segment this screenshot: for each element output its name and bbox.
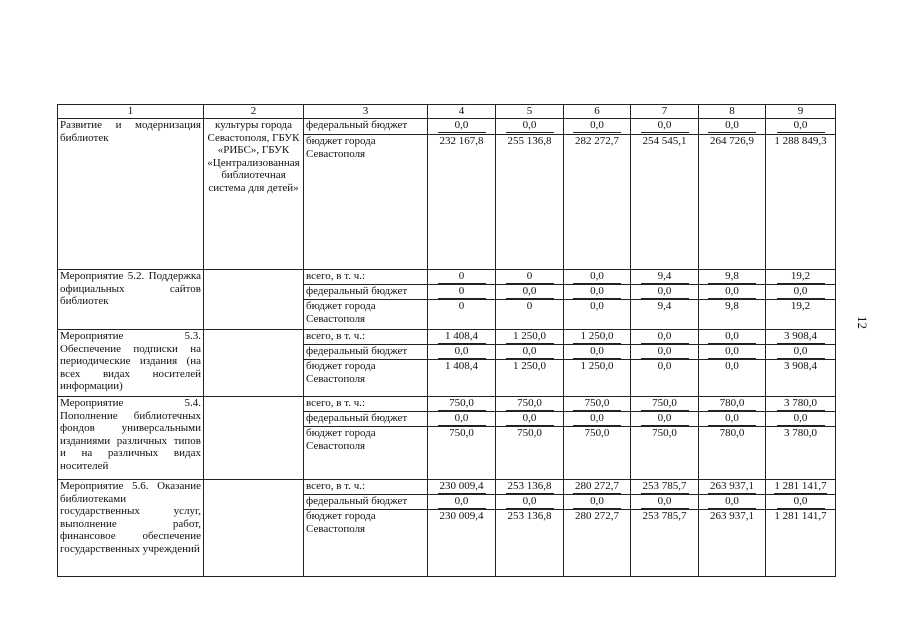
value-text: 750,0 xyxy=(438,397,486,411)
value-text: 0,0 xyxy=(708,345,756,359)
value-text: 0,0 xyxy=(708,330,756,344)
value-text: 3 908,4 xyxy=(784,360,817,372)
value-text: 750,0 xyxy=(573,397,621,411)
value-cell xyxy=(496,427,564,480)
value-cell xyxy=(428,495,496,510)
value-text: 0 xyxy=(506,270,554,284)
value-cell xyxy=(699,300,766,330)
value-cell xyxy=(631,285,699,300)
value-text: 0,0 xyxy=(641,412,689,426)
value-text: 255 136,8 xyxy=(507,135,552,147)
value-text: 1 281 141,7 xyxy=(774,510,827,522)
value-cell xyxy=(564,285,631,300)
budget-table xyxy=(57,104,836,577)
value-cell xyxy=(766,135,836,270)
value-text: 1 408,4 xyxy=(445,360,478,372)
value-text: 9,4 xyxy=(657,300,672,312)
value-text: 0,0 xyxy=(573,285,621,299)
value-cell xyxy=(496,270,564,285)
value-cell xyxy=(564,119,631,135)
value-text: 3 780,0 xyxy=(777,397,825,411)
value-cell xyxy=(564,270,631,285)
value-cell xyxy=(699,510,766,577)
value-cell xyxy=(699,360,766,397)
funding-source: бюджет города Севастополя xyxy=(304,510,428,577)
funding-source: всего, в т. ч.: xyxy=(304,330,428,345)
value-text: 0,0 xyxy=(708,495,756,509)
funding-source: федеральный бюджет xyxy=(304,412,428,427)
value-cell xyxy=(428,135,496,270)
value-text: 253 785,7 xyxy=(642,480,687,492)
value-cell xyxy=(564,135,631,270)
value-cell xyxy=(496,330,564,345)
value-text: 0,0 xyxy=(506,119,554,133)
value-text: 0,0 xyxy=(641,345,689,359)
value-text: 3 780,0 xyxy=(784,427,817,439)
value-text: 0,0 xyxy=(641,119,689,133)
value-text: 0,0 xyxy=(657,360,672,372)
funding-source: бюджет города Севастополя xyxy=(304,300,428,330)
value-cell xyxy=(766,360,836,397)
value-cell xyxy=(766,397,836,412)
value-text: 0,0 xyxy=(777,412,825,426)
value-cell xyxy=(564,510,631,577)
value-cell xyxy=(699,412,766,427)
value-cell xyxy=(699,480,766,495)
value-text: 253 785,7 xyxy=(642,510,687,522)
value-text: 1 250,0 xyxy=(506,330,554,344)
measure-title: Мероприятие 5.4. Пополнение библиотечных фондов универсальными изданиями различных типов и на различных видах носителей xyxy=(58,397,204,480)
value-cell xyxy=(699,285,766,300)
value-cell xyxy=(631,495,699,510)
value-cell xyxy=(564,360,631,397)
value-text: 0,0 xyxy=(641,495,689,509)
value-cell xyxy=(428,285,496,300)
header-cell: 1 xyxy=(58,105,204,119)
value-cell xyxy=(428,119,496,135)
value-text: 282 272,7 xyxy=(575,135,619,147)
value-cell xyxy=(496,285,564,300)
value-text: 1 250,0 xyxy=(573,330,621,344)
value-cell xyxy=(496,495,564,510)
value-text: 750,0 xyxy=(584,427,610,439)
measure-title: Развитие и модернизация библиотек xyxy=(58,119,204,270)
funding-source: бюджет города Севастополя xyxy=(304,427,428,480)
value-cell xyxy=(766,330,836,345)
header-cell: 5 xyxy=(496,105,564,119)
value-text: 9,8 xyxy=(708,270,756,284)
value-text: 0 xyxy=(438,270,486,284)
page-number: 12 xyxy=(855,316,870,329)
value-text: 750,0 xyxy=(506,397,554,411)
table-row xyxy=(58,270,836,285)
value-cell xyxy=(766,345,836,360)
value-cell xyxy=(631,345,699,360)
value-cell xyxy=(496,397,564,412)
value-cell xyxy=(766,480,836,495)
value-cell xyxy=(428,300,496,330)
value-text: 0,0 xyxy=(438,345,486,359)
funding-source: федеральный бюджет xyxy=(304,285,428,300)
value-text: 0,0 xyxy=(777,495,825,509)
value-cell xyxy=(428,330,496,345)
value-text: 1 250,0 xyxy=(580,360,614,372)
value-text: 263 937,1 xyxy=(710,510,754,522)
measure-title: Мероприятие 5.3. Обеспечение подписки на периодические издания (на всех видах носителей информации) xyxy=(58,330,204,397)
value-text: 0,0 xyxy=(438,412,486,426)
value-text: 1 250,0 xyxy=(513,360,546,372)
value-text: 0,0 xyxy=(777,119,825,133)
value-cell xyxy=(699,330,766,345)
value-cell xyxy=(428,345,496,360)
value-cell xyxy=(631,510,699,577)
value-cell xyxy=(766,119,836,135)
value-cell xyxy=(564,495,631,510)
value-text: 0,0 xyxy=(725,360,739,372)
value-cell xyxy=(766,427,836,480)
value-text: 232 167,8 xyxy=(439,135,484,147)
value-text: 254 545,1 xyxy=(642,135,687,147)
value-cell xyxy=(631,119,699,135)
header-cell: 2 xyxy=(204,105,304,119)
value-cell xyxy=(631,300,699,330)
value-text: 280 272,7 xyxy=(575,510,619,522)
value-text: 0,0 xyxy=(708,285,756,299)
value-text: 0,0 xyxy=(573,495,621,509)
value-text: 0,0 xyxy=(573,345,621,359)
value-text: 0,0 xyxy=(777,285,825,299)
value-text: 780,0 xyxy=(708,397,756,411)
value-text: 0,0 xyxy=(590,300,604,312)
value-text: 1 288 849,3 xyxy=(774,135,827,147)
value-cell xyxy=(699,135,766,270)
value-cell xyxy=(766,412,836,427)
value-text: 0,0 xyxy=(438,495,486,509)
header-cell: 9 xyxy=(766,105,836,119)
value-cell xyxy=(496,119,564,135)
funding-source: всего, в т. ч.: xyxy=(304,397,428,412)
value-text: 0,0 xyxy=(438,119,486,133)
funding-source: федеральный бюджет xyxy=(304,345,428,360)
value-text: 9,8 xyxy=(725,300,739,312)
funding-source: бюджет города Севастополя xyxy=(304,360,428,397)
value-text: 0 xyxy=(526,300,533,312)
header-cell: 3 xyxy=(304,105,428,119)
value-text: 9,4 xyxy=(641,270,689,284)
value-cell xyxy=(699,345,766,360)
measure-title: Мероприятие 5.2. Поддержка официальных сайтов библиотек xyxy=(58,270,204,330)
value-cell xyxy=(496,345,564,360)
value-cell xyxy=(631,330,699,345)
funding-source: федеральный бюджет xyxy=(304,495,428,510)
header-row xyxy=(58,105,836,119)
executor-cell xyxy=(204,330,304,397)
value-text: 230 009,4 xyxy=(439,510,484,522)
executor-cell xyxy=(204,270,304,330)
value-text: 0,0 xyxy=(573,412,621,426)
value-text: 0,0 xyxy=(708,412,756,426)
value-cell xyxy=(428,270,496,285)
value-cell xyxy=(699,427,766,480)
value-cell xyxy=(428,360,496,397)
funding-source: всего, в т. ч.: xyxy=(304,270,428,285)
value-text: 253 136,8 xyxy=(507,510,552,522)
value-cell xyxy=(564,427,631,480)
value-text: 0,0 xyxy=(506,285,554,299)
value-text: 750,0 xyxy=(641,397,689,411)
value-cell xyxy=(428,412,496,427)
value-cell xyxy=(564,345,631,360)
value-cell xyxy=(496,135,564,270)
value-cell xyxy=(766,270,836,285)
value-text: 19,2 xyxy=(790,300,811,312)
funding-source: федеральный бюджет xyxy=(304,119,428,135)
value-cell xyxy=(631,270,699,285)
value-cell xyxy=(766,300,836,330)
value-text: 0,0 xyxy=(641,285,689,299)
value-text: 253 136,8 xyxy=(507,480,552,492)
value-cell xyxy=(631,480,699,495)
value-cell xyxy=(766,495,836,510)
value-cell xyxy=(631,427,699,480)
header-cell: 7 xyxy=(631,105,699,119)
value-cell xyxy=(631,135,699,270)
value-cell xyxy=(699,397,766,412)
header-cell: 6 xyxy=(564,105,631,119)
executor-cell: культуры города Севастополя, ГБУК «РИБС», ГБУК «Централизованная библиотечная система для детей» xyxy=(204,119,304,270)
measure-title: Мероприятие 5.6. Оказание библиотеками государственных услуг, выполнение работ, финансовое обеспечение государственных учреждений xyxy=(58,480,204,577)
value-cell xyxy=(564,397,631,412)
value-text: 0,0 xyxy=(573,119,621,133)
value-cell xyxy=(699,495,766,510)
value-text: 750,0 xyxy=(517,427,542,439)
table-row xyxy=(58,119,836,135)
value-text: 264 726,9 xyxy=(710,135,754,147)
value-text: 0,0 xyxy=(506,345,554,359)
value-text: 280 272,7 xyxy=(575,480,619,492)
value-cell xyxy=(631,412,699,427)
executor-cell xyxy=(204,480,304,577)
value-text: 19,2 xyxy=(777,270,825,284)
table-row xyxy=(58,480,836,495)
value-text: 0,0 xyxy=(573,270,621,284)
value-text: 0,0 xyxy=(506,412,554,426)
header-cell: 8 xyxy=(699,105,766,119)
value-cell xyxy=(496,360,564,397)
value-text: 750,0 xyxy=(652,427,677,439)
value-text: 0,0 xyxy=(777,345,825,359)
table-row xyxy=(58,330,836,345)
value-text: 1 281 141,7 xyxy=(774,480,827,492)
value-text: 0 xyxy=(438,285,486,299)
value-cell xyxy=(564,330,631,345)
value-cell xyxy=(631,360,699,397)
funding-source: бюджет города Севастополя xyxy=(304,135,428,270)
value-cell xyxy=(428,510,496,577)
table-row xyxy=(58,397,836,412)
value-cell xyxy=(631,397,699,412)
value-text: 3 908,4 xyxy=(777,330,825,344)
value-cell xyxy=(428,480,496,495)
value-text: 1 408,4 xyxy=(438,330,486,344)
value-text: 230 009,4 xyxy=(439,480,484,492)
value-cell xyxy=(699,270,766,285)
value-cell xyxy=(564,300,631,330)
value-text: 0,0 xyxy=(506,495,554,509)
value-text: 263 937,1 xyxy=(710,480,754,492)
value-cell xyxy=(564,412,631,427)
value-cell xyxy=(428,427,496,480)
value-text: 750,0 xyxy=(449,427,474,439)
value-cell xyxy=(564,480,631,495)
value-text: 0,0 xyxy=(641,330,689,344)
value-cell xyxy=(428,397,496,412)
value-cell xyxy=(766,510,836,577)
value-text: 0 xyxy=(458,300,465,312)
value-cell xyxy=(496,300,564,330)
value-text: 0,0 xyxy=(708,119,756,133)
value-cell xyxy=(699,119,766,135)
header-cell: 4 xyxy=(428,105,496,119)
value-cell xyxy=(766,285,836,300)
value-text: 780,0 xyxy=(719,427,745,439)
funding-source: всего, в т. ч.: xyxy=(304,480,428,495)
value-cell xyxy=(496,510,564,577)
value-cell xyxy=(496,412,564,427)
executor-cell xyxy=(204,397,304,480)
value-cell xyxy=(496,480,564,495)
